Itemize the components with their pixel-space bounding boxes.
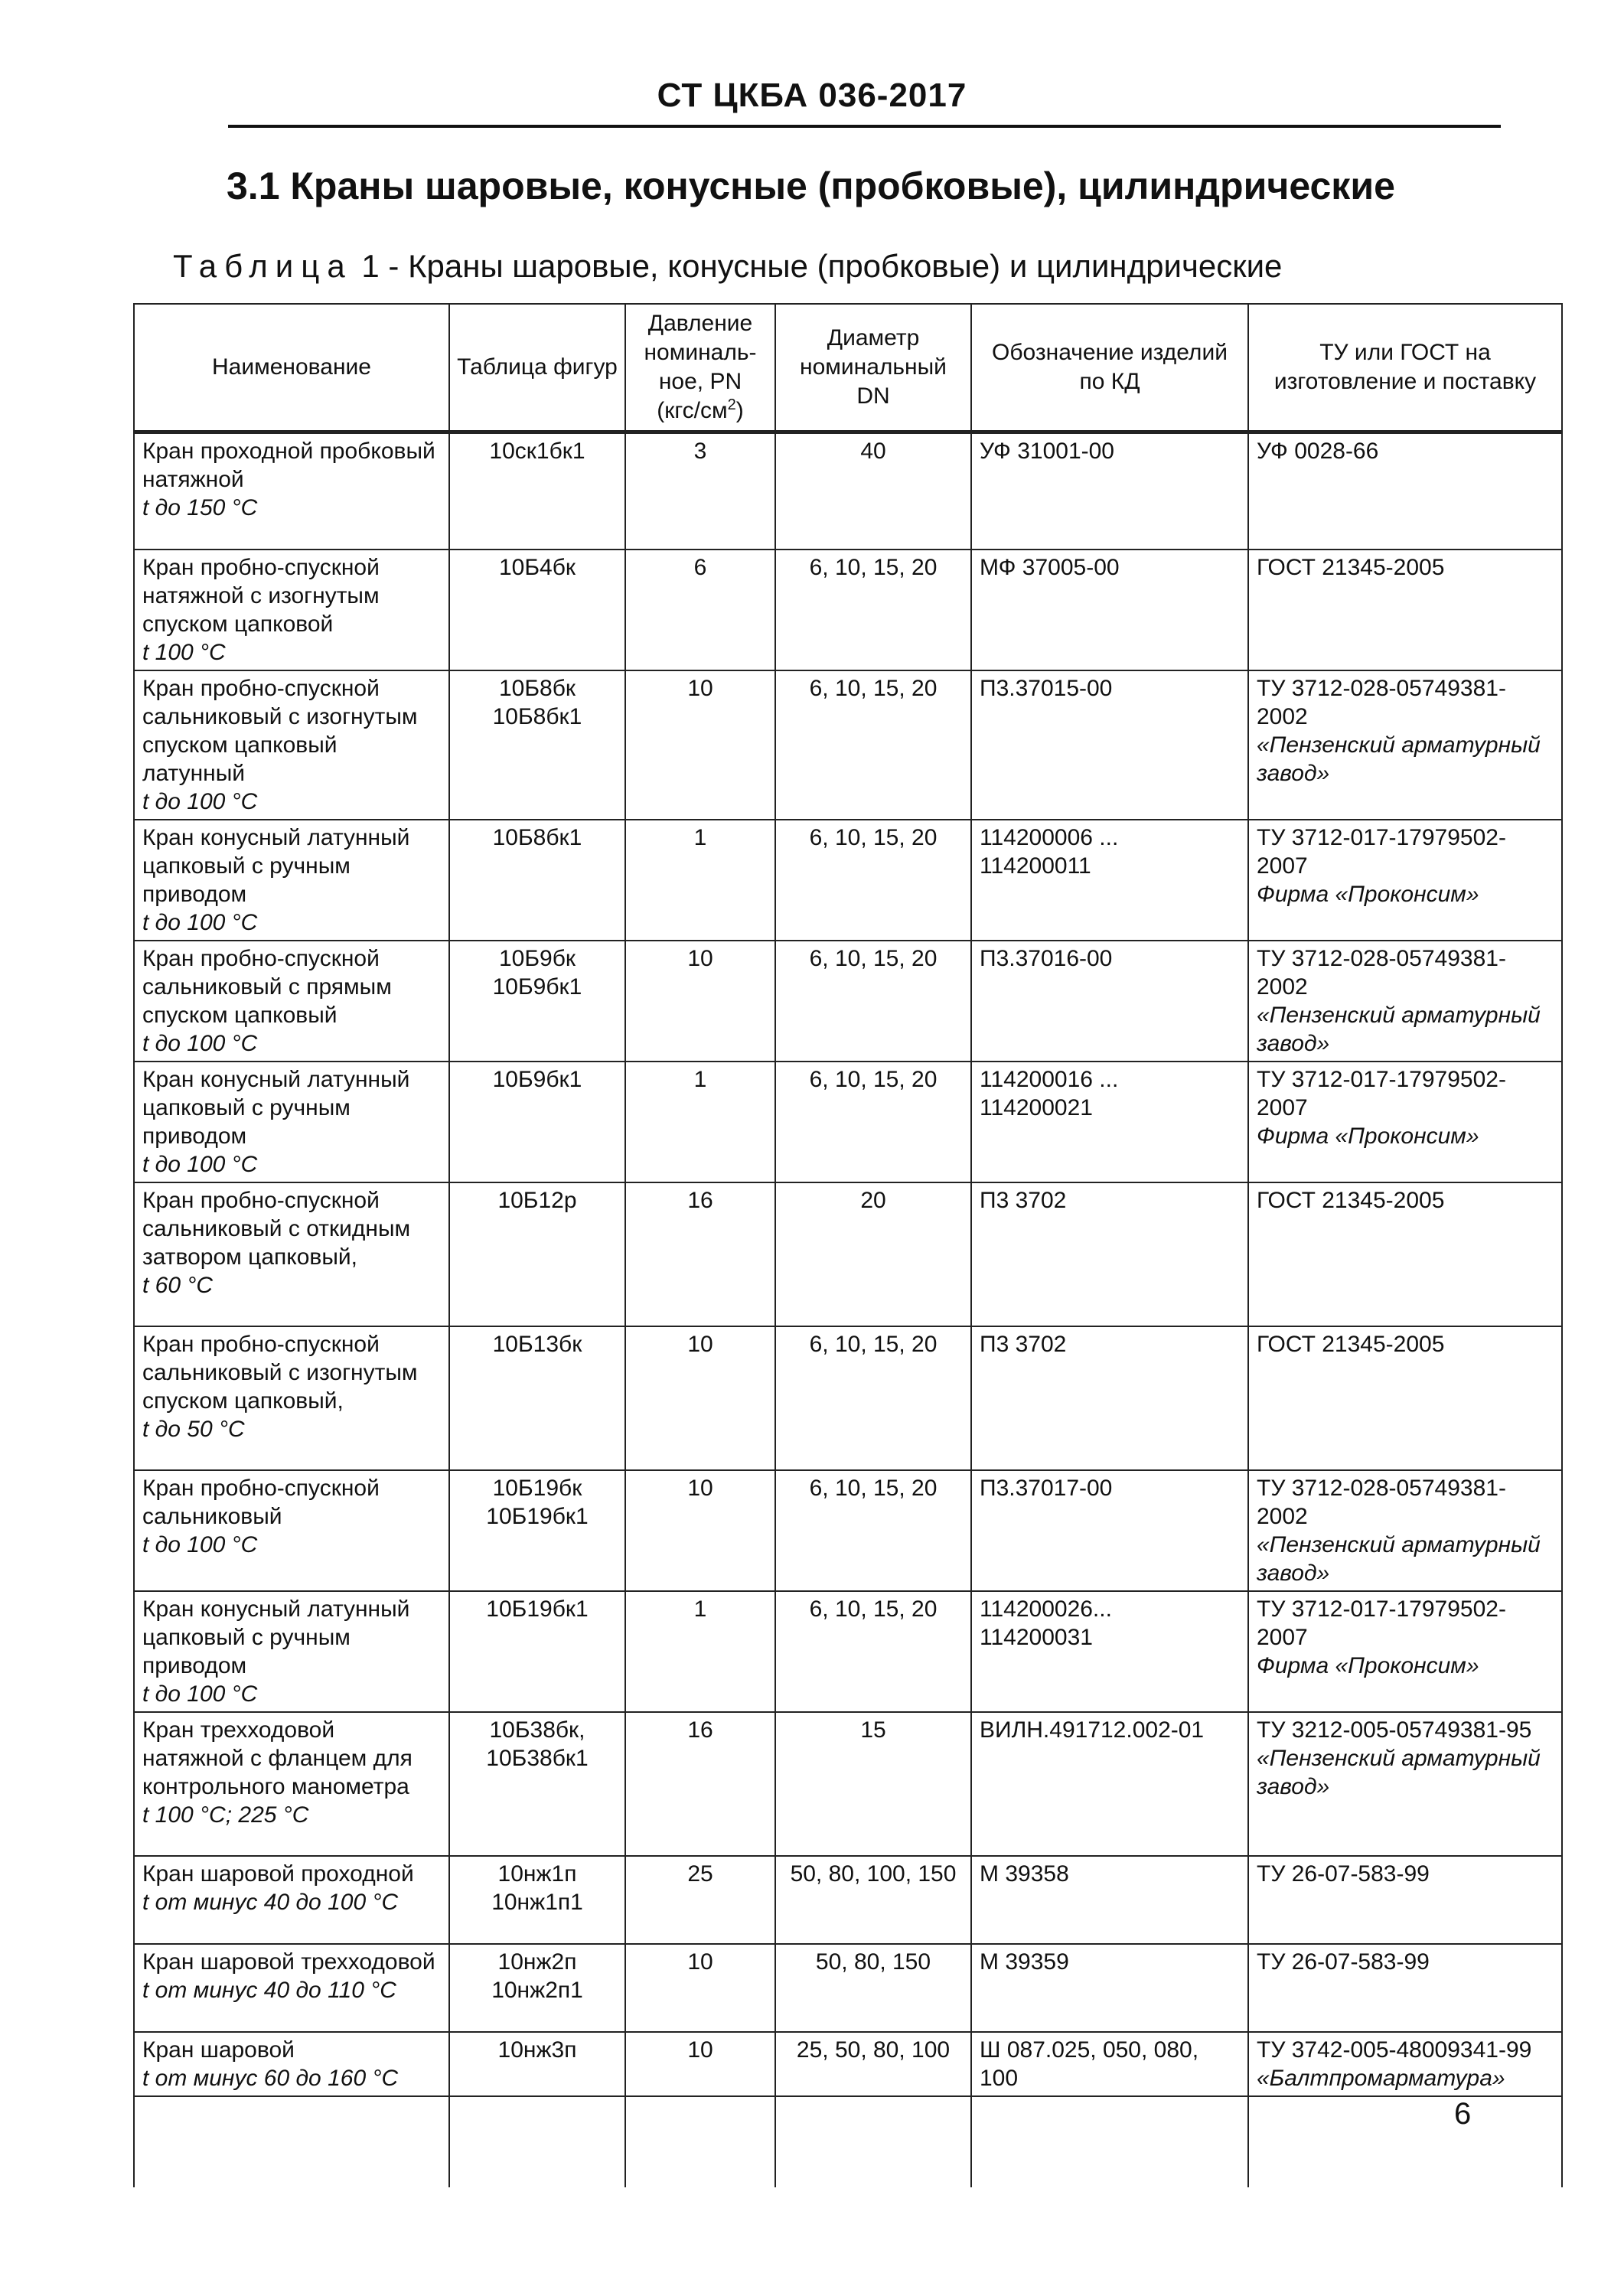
cell-spec	[1248, 1856, 1562, 1944]
designation-line: М 39358	[980, 1861, 1069, 1887]
spec-manufacturer: «Пензенский арматурный завод»	[1257, 732, 1541, 786]
cell-figures	[449, 2032, 625, 2096]
pressure-unit-exp: 2	[727, 396, 736, 413]
cell-spec	[1248, 432, 1562, 550]
cell-pressure: 10	[625, 1326, 775, 1470]
cell-designation	[971, 820, 1248, 941]
figure-code: 10нж2п1	[491, 1977, 583, 2003]
spec-manufacturer: Фирма «Проконсим»	[1257, 1652, 1479, 1678]
cell-name	[134, 1856, 449, 1944]
cell-spec	[1248, 1591, 1562, 1712]
cell-figures	[449, 941, 625, 1062]
cell-name	[134, 2032, 449, 2096]
cell-designation	[971, 1470, 1248, 1591]
spec-code: ТУ 3742-005-48009341-99	[1257, 2037, 1532, 2063]
designation-line: 114200031	[980, 1624, 1093, 1650]
table-header-row	[134, 304, 1562, 432]
valve-name: Кран шаровой трехходовой	[142, 1949, 435, 1975]
cell-spec	[1248, 941, 1562, 1062]
cell-designation	[971, 1944, 1248, 2032]
cell-pressure: 3	[625, 432, 775, 550]
header-rule	[228, 125, 1501, 128]
designation-line: 114200021	[980, 1094, 1093, 1120]
cell-figures	[449, 1712, 625, 1856]
empty-cell	[971, 2096, 1248, 2187]
valve-name: Кран конусный латунный цапковый с ручным приводом	[142, 824, 410, 907]
valve-temperature: t до 100 °С	[142, 1531, 258, 1557]
cell-figures	[449, 1470, 625, 1591]
spec-code: ТУ 3212-005-05749381-95	[1257, 1717, 1532, 1743]
designation-line: П3 3702	[980, 1331, 1067, 1357]
valve-temperature: t до 100 °С	[142, 909, 258, 935]
cell-pressure: 10	[625, 941, 775, 1062]
valve-temperature: t до 100 °С	[142, 1151, 258, 1177]
spec-code: ТУ 3712-017-17979502-2007	[1257, 1066, 1506, 1120]
cell-figures	[449, 1591, 625, 1712]
designation-line: УФ 31001-00	[980, 439, 1114, 464]
cell-spec	[1248, 1470, 1562, 1591]
col-header-name: Наименование	[134, 304, 449, 432]
cell-spec	[1248, 550, 1562, 670]
cell-designation	[971, 550, 1248, 670]
table-row	[134, 432, 1562, 550]
valve-name: Кран пробно-спускной сальниковый с откидным затвором цапковый,	[142, 1187, 411, 1270]
cell-designation	[971, 1591, 1248, 1712]
designation-line: 114200011	[980, 853, 1091, 879]
table-caption	[173, 248, 1282, 285]
designation-line: МФ 37005-00	[980, 554, 1120, 580]
cell-diameter: 50, 80, 100, 150	[775, 1856, 971, 1944]
cell-diameter: 6, 10, 15, 20	[775, 941, 971, 1062]
valve-temperature: t от минус 40 до 100 °С	[142, 1889, 399, 1915]
cell-pressure: 10	[625, 1470, 775, 1591]
cell-name	[134, 1712, 449, 1856]
cell-name	[134, 1470, 449, 1591]
cell-spec	[1248, 670, 1562, 820]
cell-pressure: 1	[625, 820, 775, 941]
table-row	[134, 1591, 1562, 1712]
cell-name	[134, 941, 449, 1062]
valve-name: Кран пробно-спускной сальниковый с изогнутым спуском цапковый латунный	[142, 675, 418, 786]
cell-pressure: 1	[625, 1062, 775, 1182]
empty-cell	[134, 2096, 449, 2187]
cell-diameter: 6, 10, 15, 20	[775, 550, 971, 670]
caption-separator: -	[388, 248, 399, 284]
cell-name	[134, 1182, 449, 1326]
table-row	[134, 1944, 1562, 2032]
cell-pressure: 1	[625, 1591, 775, 1712]
cell-figures	[449, 432, 625, 550]
spec-code: ГОСТ 21345-2005	[1257, 554, 1445, 580]
table-row	[134, 820, 1562, 941]
figure-code: 10Б9бк1	[492, 974, 582, 1000]
designation-line: ВИЛН.491712.002-01	[980, 1717, 1205, 1743]
page-number: 6	[1454, 2097, 1472, 2131]
table-row	[134, 1062, 1562, 1182]
cell-spec	[1248, 1182, 1562, 1326]
table-row	[134, 670, 1562, 820]
cell-pressure: 16	[625, 1712, 775, 1856]
valve-name: Кран проходной пробковый натяжной	[142, 439, 435, 492]
figure-code: 10ск1бк1	[489, 439, 585, 464]
cell-diameter: 50, 80, 150	[775, 1944, 971, 2032]
cell-pressure: 6	[625, 550, 775, 670]
figure-code: 10Б13бк	[492, 1331, 582, 1357]
cell-figures	[449, 550, 625, 670]
designation-line: 114200026...	[980, 1596, 1112, 1622]
table-body	[134, 432, 1562, 2187]
spec-code: ТУ 3712-017-17979502-2007	[1257, 824, 1506, 879]
table-row	[134, 1856, 1562, 1944]
valve-name: Кран трехходовой натяжной с фланцем для контрольного манометра	[142, 1717, 413, 1799]
cell-name	[134, 1062, 449, 1182]
valves-table	[133, 303, 1563, 2187]
valve-name: Кран конусный латунный цапковый с ручным приводом	[142, 1066, 410, 1149]
cell-diameter: 25, 50, 80, 100	[775, 2032, 971, 2096]
cell-designation	[971, 432, 1248, 550]
cell-diameter: 20	[775, 1182, 971, 1326]
figure-code: 10нж1п1	[491, 1889, 583, 1915]
col-header-pressure	[625, 304, 775, 432]
figure-code: 10Б38бк1	[486, 1745, 589, 1771]
valve-temperature: t от минус 40 до 110 °С	[142, 1977, 396, 2003]
cell-name	[134, 670, 449, 820]
spec-code: ГОСТ 21345-2005	[1257, 1187, 1445, 1213]
cell-designation	[971, 1326, 1248, 1470]
cell-spec	[1248, 820, 1562, 941]
spec-code: ТУ 26-07-583-99	[1257, 1949, 1430, 1975]
figure-code: 10нж1п	[497, 1861, 577, 1887]
figure-code: 10нж3п	[497, 2037, 577, 2063]
section-title: 3.1 Краны шаровые, конусные (пробковые), цилиндрические	[227, 165, 1395, 207]
figure-code: 10Б38бк,	[489, 1717, 585, 1743]
spec-code: ТУ 3712-028-05749381-2002	[1257, 675, 1506, 729]
pressure-header-label: Давление номиналь-ное, PN	[644, 311, 757, 394]
pressure-unit-post: )	[735, 398, 744, 423]
empty-cell	[775, 2096, 971, 2187]
spec-code: ТУ 3712-028-05749381-2002	[1257, 1475, 1506, 1529]
figure-code: 10Б8бк1	[492, 703, 582, 729]
table-row	[134, 1326, 1562, 1470]
table-row	[134, 1182, 1562, 1326]
valve-temperature: t от минус 60 до 160 °С	[142, 2065, 399, 2091]
table-row-empty	[134, 2096, 1562, 2187]
spec-code: УФ 0028-66	[1257, 439, 1379, 464]
col-header-designation: Обозначение изделий по КД	[971, 304, 1248, 432]
cell-spec	[1248, 2032, 1562, 2096]
cell-name	[134, 820, 449, 941]
cell-name	[134, 1591, 449, 1712]
pressure-unit-pre: (кгс/см	[657, 398, 728, 423]
col-header-figures: Таблица фигур	[449, 304, 625, 432]
valve-name: Кран пробно-спускной натяжной с изогнутым спуском цапковой	[142, 554, 380, 637]
cell-designation	[971, 1062, 1248, 1182]
caption-number: 1	[361, 248, 380, 284]
spec-code: ТУ 3712-028-05749381-2002	[1257, 945, 1506, 1000]
valve-name: Кран пробно-спускной сальниковый с прямым спуском цапковый	[142, 945, 392, 1028]
cell-designation	[971, 1712, 1248, 1856]
cell-figures	[449, 820, 625, 941]
figure-code: 10Б8бк1	[492, 824, 582, 850]
figure-code: 10Б9бк1	[492, 1066, 582, 1092]
cell-spec	[1248, 1944, 1562, 2032]
figure-code: 10Б4бк	[498, 554, 576, 580]
empty-cell	[449, 2096, 625, 2187]
cell-diameter: 6, 10, 15, 20	[775, 670, 971, 820]
cell-figures	[449, 1326, 625, 1470]
spec-code: ТУ 26-07-583-99	[1257, 1861, 1430, 1887]
cell-diameter: 6, 10, 15, 20	[775, 1591, 971, 1712]
designation-line: 114200006 ...	[980, 824, 1119, 850]
table-row	[134, 1712, 1562, 1856]
cell-pressure: 25	[625, 1856, 775, 1944]
designation-line: П3 3702	[980, 1187, 1067, 1213]
cell-pressure: 10	[625, 670, 775, 820]
valve-name: Кран пробно-спускной сальниковый	[142, 1475, 380, 1529]
designation-line: П3.37017-00	[980, 1475, 1113, 1501]
spec-code: ГОСТ 21345-2005	[1257, 1331, 1445, 1357]
spec-code: ТУ 3712-017-17979502-2007	[1257, 1596, 1506, 1650]
cell-designation	[971, 670, 1248, 820]
empty-cell	[1248, 2096, 1562, 2187]
figure-code: 10Б12р	[497, 1187, 577, 1213]
caption-label: Таблица	[173, 248, 353, 284]
valve-temperature: t 60 °С	[142, 1272, 214, 1298]
cell-figures	[449, 1182, 625, 1326]
spec-manufacturer: «Пензенский арматурный завод»	[1257, 1002, 1541, 1056]
spec-manufacturer: Фирма «Проконсим»	[1257, 1123, 1479, 1149]
valve-temperature: t до 100 °С	[142, 788, 258, 814]
cell-name	[134, 1326, 449, 1470]
cell-pressure: 16	[625, 1182, 775, 1326]
cell-pressure: 10	[625, 1944, 775, 2032]
valve-temperature: t до 150 °С	[142, 495, 258, 520]
cell-name	[134, 1944, 449, 2032]
table-row	[134, 550, 1562, 670]
valve-temperature: t до 100 °С	[142, 1030, 258, 1056]
cell-designation	[971, 2032, 1248, 2096]
valve-name: Кран конусный латунный цапковый с ручным приводом	[142, 1596, 410, 1678]
valve-temperature: t 100 °С	[142, 639, 226, 665]
cell-figures	[449, 670, 625, 820]
cell-figures	[449, 1856, 625, 1944]
figure-code: 10Б19бк1	[486, 1596, 589, 1622]
cell-spec	[1248, 1062, 1562, 1182]
valve-temperature: t до 50 °С	[142, 1416, 245, 1442]
figure-code: 10Б19бк	[492, 1475, 582, 1501]
spec-manufacturer: «Пензенский арматурный завод»	[1257, 1745, 1541, 1799]
cell-figures	[449, 1062, 625, 1182]
valve-name: Кран пробно-спускной сальниковый с изогнутым спуском цапковый,	[142, 1331, 418, 1414]
cell-figures	[449, 1944, 625, 2032]
valve-name: Кран шаровой проходной	[142, 1861, 414, 1887]
designation-line: 114200016 ...	[980, 1066, 1119, 1092]
cell-name	[134, 550, 449, 670]
cell-pressure: 10	[625, 2032, 775, 2096]
cell-diameter: 6, 10, 15, 20	[775, 1326, 971, 1470]
cell-diameter: 6, 10, 15, 20	[775, 820, 971, 941]
cell-designation	[971, 1182, 1248, 1326]
table-row	[134, 2032, 1562, 2096]
spec-manufacturer: «Балтпромарматура»	[1257, 2065, 1505, 2091]
spec-manufacturer: Фирма «Проконсим»	[1257, 881, 1479, 907]
cell-spec	[1248, 1326, 1562, 1470]
spec-manufacturer: «Пензенский арматурный завод»	[1257, 1531, 1541, 1586]
cell-diameter: 15	[775, 1712, 971, 1856]
designation-line: Ш 087.025, 050, 080, 100	[980, 2037, 1199, 2091]
designation-line: П3.37016-00	[980, 945, 1113, 971]
empty-cell	[625, 2096, 775, 2187]
table-row	[134, 941, 1562, 1062]
cell-diameter: 6, 10, 15, 20	[775, 1062, 971, 1182]
cell-diameter: 6, 10, 15, 20	[775, 1470, 971, 1591]
cell-designation	[971, 941, 1248, 1062]
cell-spec	[1248, 1712, 1562, 1856]
cell-diameter: 40	[775, 432, 971, 550]
caption-text: Краны шаровые, конусные (пробковые) и цилиндрические	[408, 248, 1283, 284]
valve-temperature: t до 100 °С	[142, 1681, 258, 1707]
designation-line: М 39359	[980, 1949, 1069, 1975]
document-header: СТ ЦКБА 036-2017	[657, 77, 967, 114]
designation-line: П3.37015-00	[980, 675, 1113, 701]
figure-code: 10Б19бк1	[486, 1503, 589, 1529]
figure-code: 10Б8бк	[498, 675, 576, 701]
valve-name: Кран шаровой	[142, 2037, 295, 2063]
cell-name	[134, 432, 449, 550]
col-header-diameter: Диаметр номинальный DN	[775, 304, 971, 432]
table-row	[134, 1470, 1562, 1591]
col-header-spec: ТУ или ГОСТ на изготовление и поставку	[1248, 304, 1562, 432]
figure-code: 10Б9бк	[498, 945, 576, 971]
valve-temperature: t 100 °С; 225 °С	[142, 1802, 309, 1828]
cell-designation	[971, 1856, 1248, 1944]
figure-code: 10нж2п	[497, 1949, 577, 1975]
